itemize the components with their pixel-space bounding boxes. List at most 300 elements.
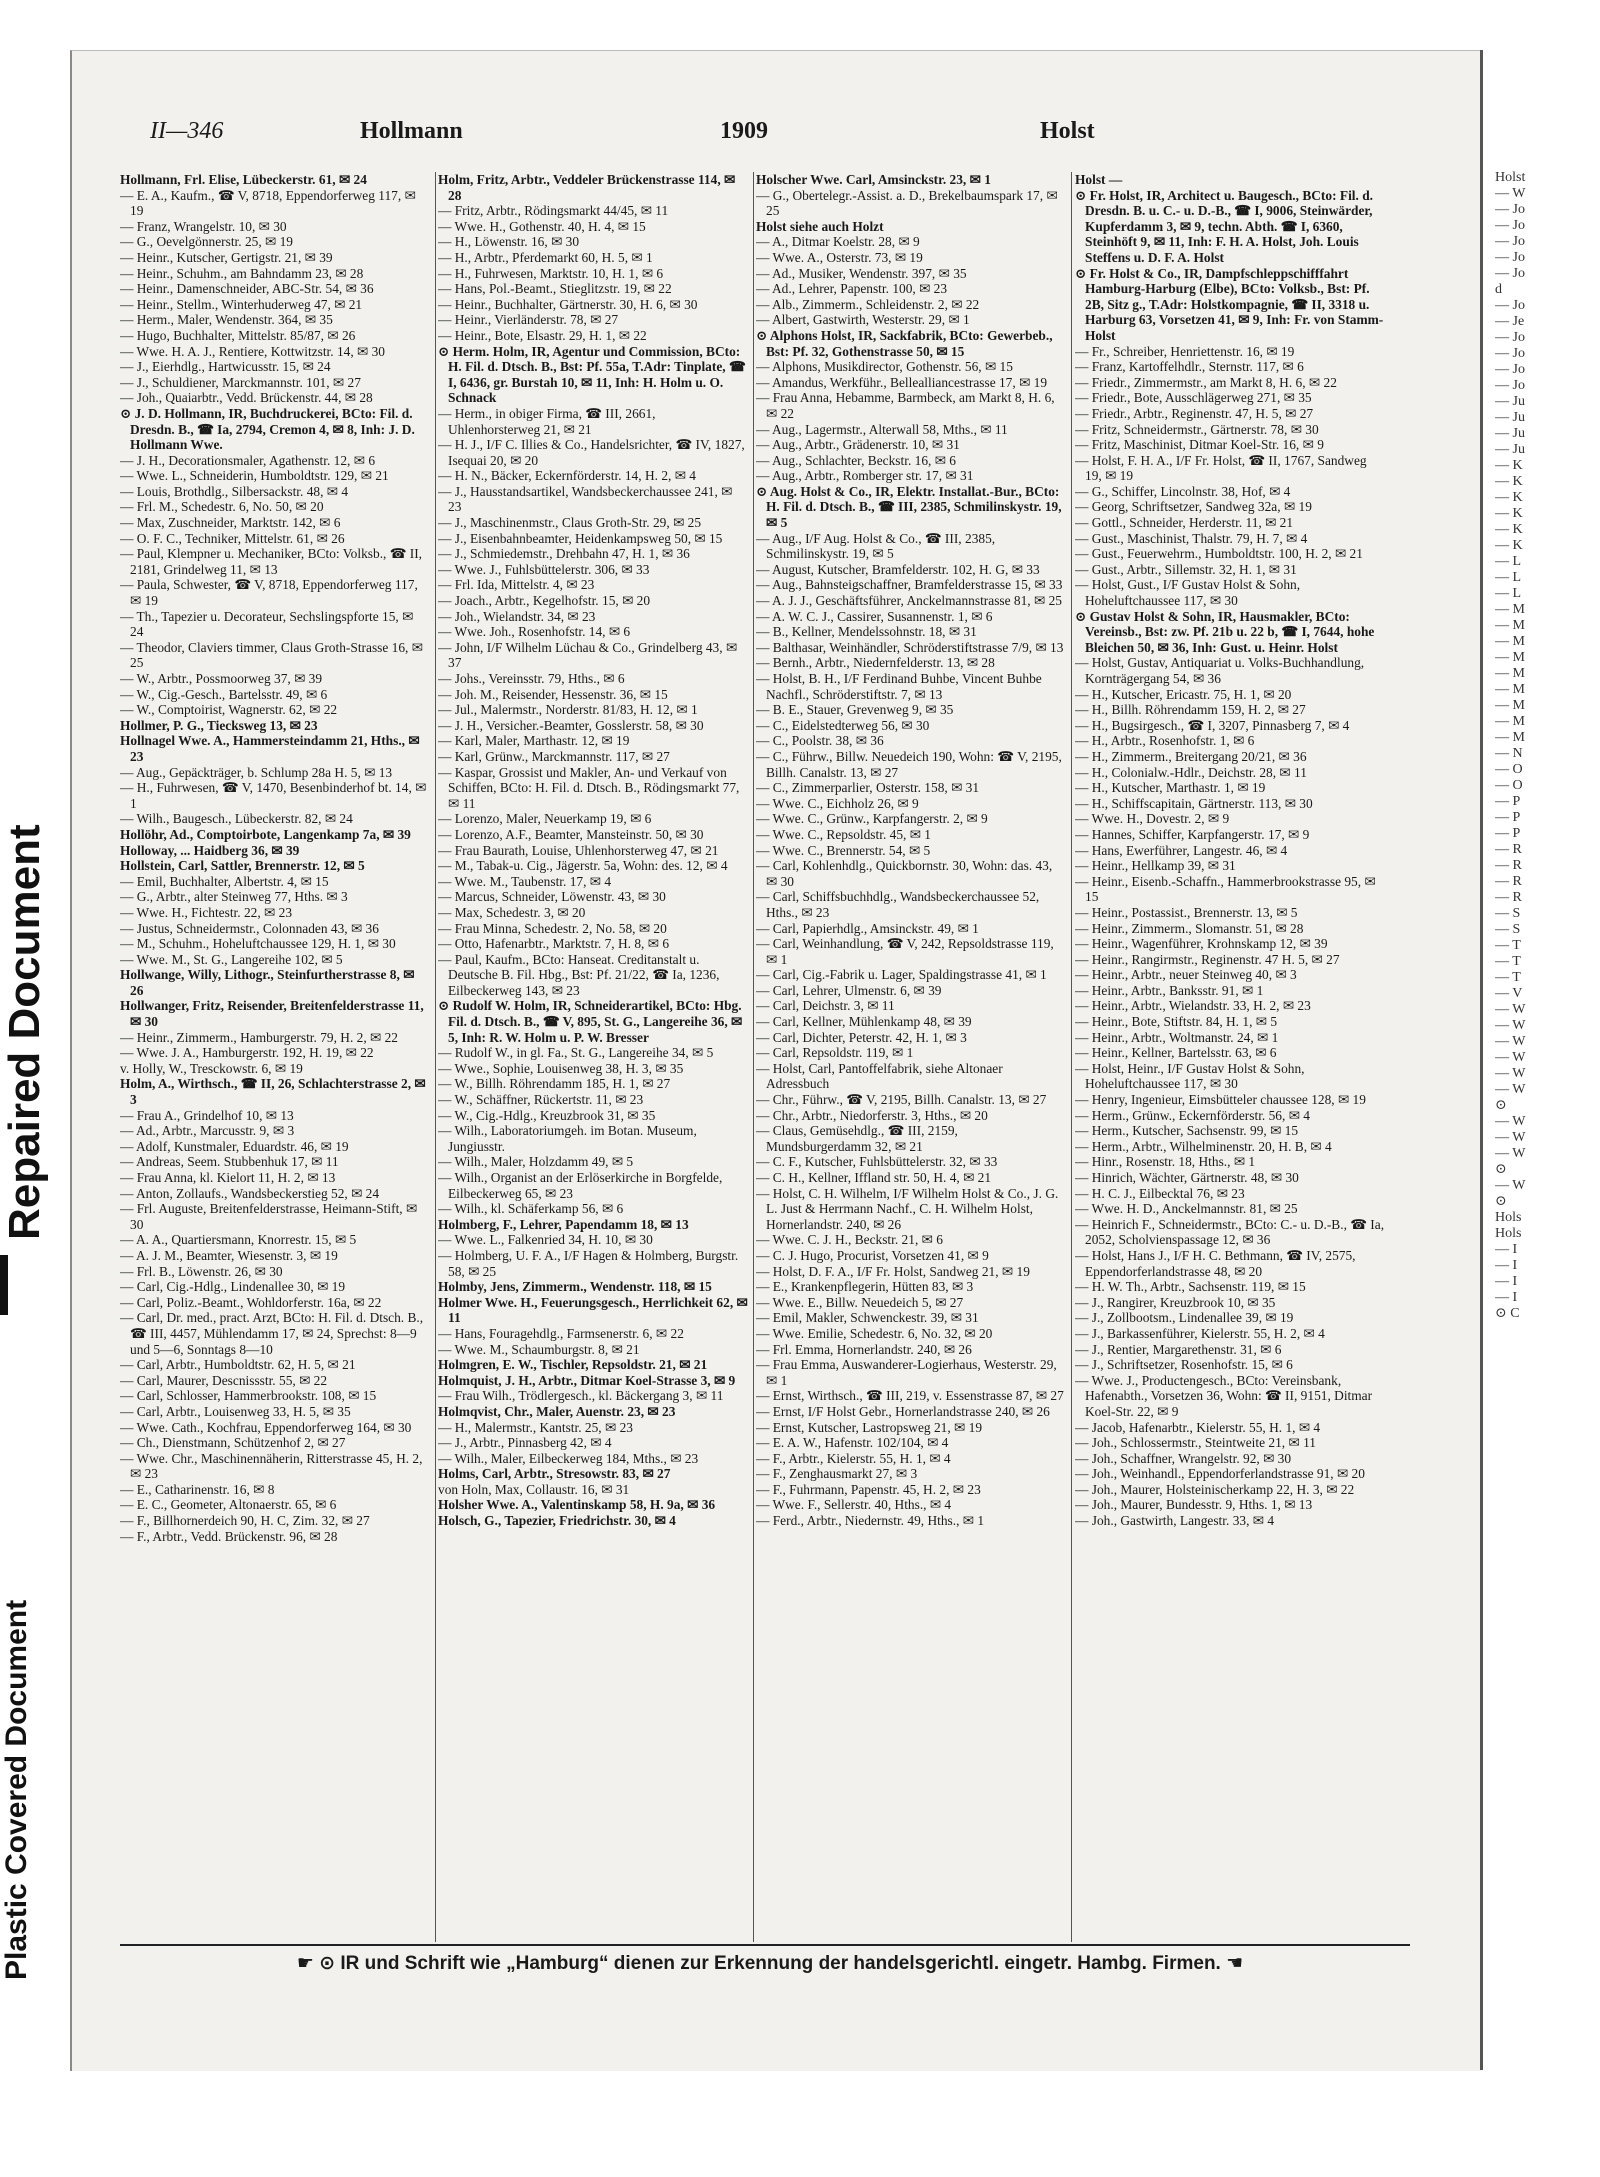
directory-entry: — A., Ditmar Koelstr. 28, ✉ 9 xyxy=(756,234,920,250)
directory-entry: — J., Arbtr., Pinnasberg 42, ✉ 4 xyxy=(438,1435,612,1451)
directory-entry: — Carl, Dr. med., pract. Arzt, BCto: H. Fil. d. Dtsch. B., ☎ III, 4457, Mühlendamm 17, ✉ 24, Sprechst: 8—9 und 5—6, Sonntags 8—10 xyxy=(120,1310,424,1357)
directory-entry: — Herm., Maler, Wendenstr. 364, ✉ 35 xyxy=(120,312,333,328)
directory-entry: — Carl, Repsoldstr. 119, ✉ 1 xyxy=(756,1045,914,1061)
next-page-fragment: — O xyxy=(1495,778,1523,793)
directory-entry: — W., Arbtr., Possmoorweg 37, ✉ 39 xyxy=(120,671,323,686)
column-4 xyxy=(1075,172,1385,1942)
directory-entry: — J., Hausstandsartikel, Wandsbeckerchaussee 241, ✉ 23 xyxy=(438,483,733,515)
directory-entry: Hollmann, Frl. Elise, Lübeckerstr. 61, ✉ 24 xyxy=(120,172,367,187)
directory-entry: — Hugo, Buchhalter, Mittelstr. 85/87, ✉ 26 xyxy=(120,327,356,343)
directory-entry: — Wilh., kl. Schäferkamp 56, ✉ 6 xyxy=(438,1201,624,1217)
directory-entry: — Holst, Heinr., I/F Gustav Holst & Sohn, Hoheluftchaussee 117, ✉ 30 xyxy=(1075,1060,1305,1092)
directory-entry: — August, Kutscher, Bramfelderstr. 102, H. G, ✉ 33 xyxy=(756,561,1040,577)
next-page-fragment: — Jo xyxy=(1495,346,1525,361)
directory-entry: — H., Löwenstr. 16, ✉ 30 xyxy=(438,234,580,250)
directory-entry: ⊙ Rudolf W. Holm, IR, Schneiderartikel, BCto: Hbg. Fil. d. Dtsch. B., ☎ V, 895, St. G., Langereihe 36, ✉ 5, Inh: R. W. Holm u. P. W. Bresser xyxy=(438,998,743,1045)
directory-entry: — H., Colonialw.-Hdlr., Deichstr. 28, ✉ 11 xyxy=(1075,764,1307,780)
directory-entry: — E. A. W., Hafenstr. 102/104, ✉ 4 xyxy=(756,1435,949,1451)
directory-entry: — Hinrich, Wächter, Gärtnerstr. 48, ✉ 30 xyxy=(1075,1170,1299,1185)
directory-entry: Holm, Fritz, Arbtr., Veddeler Brückenstrasse 114, ✉ 28 xyxy=(438,172,736,203)
directory-entry: — Wwe. Emilie, Schedestr. 6, No. 32, ✉ 20 xyxy=(756,1325,993,1341)
directory-entry: — Fritz, Arbtr., Rödingsmarkt 44/45, ✉ 11 xyxy=(438,203,669,219)
next-page-fragment: — R xyxy=(1495,890,1522,905)
directory-entry: — Heinrich F., Schneidermstr., BCto: C.- u. D.-B., ☎ Ia, 2052, Scholvienspassage 12, ✉ 36 xyxy=(1075,1216,1385,1248)
next-page-fragment: — K xyxy=(1495,458,1523,473)
directory-entry: — A. J. J., Geschäftsführer, Anckelmannstrasse 81, ✉ 25 xyxy=(756,593,1062,609)
directory-entry: — Wwe. H., Fichtestr. 22, ✉ 23 xyxy=(120,904,293,920)
next-page-fragment: — V xyxy=(1495,986,1523,1001)
directory-entry: — G., Oevelgönnerstr. 25, ✉ 19 xyxy=(120,234,293,250)
next-page-fragment: ⊙ xyxy=(1495,1098,1507,1113)
directory-entry: — Carl, Cig.-Fabrik u. Lager, Spaldingstrasse 41, ✉ 1 xyxy=(756,967,1047,983)
directory-entry: — Wilh., Maler, Holzdamm 49, ✉ 5 xyxy=(438,1154,634,1170)
directory-entry: — Hannes, Schiffer, Karpfangerstr. 17, ✉ 9 xyxy=(1075,826,1310,842)
next-page-fragment: d xyxy=(1495,282,1502,297)
directory-entry: — Wwe. J. A., Hamburgerstr. 192, H. 19, ✉ 22 xyxy=(120,1045,374,1061)
directory-entry: ⊙ Fr. Holst & Co., IR, Dampfschleppschifffahrt Hamburg-Harburg (Elbe), BCto: Volksb., Bst: Pf. 2B, Sitz g., T.Adr: Holstkompagnie, ☎ II, 3318 u. Harburg 63, Vorsetzen 41, ✉ 9, Inh: Fr. von Stamm-Holst xyxy=(1075,265,1384,343)
directory-entry: — Fritz, Maschinist, Ditmar Koel-Str. 16, ✉ 9 xyxy=(1075,437,1324,453)
directory-entry: — Friedr., Zimmermstr., am Markt 8, H. 6, ✉ 22 xyxy=(1075,374,1337,390)
directory-entry: — J., Eierhdlg., Hartwicusstr. 15, ✉ 24 xyxy=(120,359,331,375)
directory-entry: — Wilh., Laboratoriumgeh. im Botan. Museum, Jungiusstr. xyxy=(438,1123,697,1154)
directory-entry: — Joh. M., Reisender, Hessenstr. 36, ✉ 15 xyxy=(438,686,668,702)
directory-entry: — C. J. Hugo, Procurist, Vorsetzen 41, ✉ 9 xyxy=(756,1247,989,1263)
directory-entry: — E., Catharinenstr. 16, ✉ 8 xyxy=(120,1481,275,1497)
directory-entry: — J. H., Versicher.-Beamter, Gosslerstr. 58, ✉ 30 xyxy=(438,717,704,733)
directory-entry: — Jul., Malermstr., Norderstr. 81/83, H. 12, ✉ 1 xyxy=(438,702,698,718)
directory-entry: — Amandus, Werkführ., Bellealliancestrasse 17, ✉ 19 xyxy=(756,374,1048,390)
directory-entry: — F., Fuhrmann, Papenstr. 45, H. 2, ✉ 23 xyxy=(756,1481,981,1497)
directory-entry: — Franz, Kartoffelhdlr., Sternstr. 117, ✉ 6 xyxy=(1075,359,1304,375)
directory-entry: — Wwe. H. A. J., Rentiere, Kottwitzstr. 14, ✉ 30 xyxy=(120,343,385,359)
directory-entry: — Wwe. M., Taubenstr. 17, ✉ 4 xyxy=(438,873,612,889)
column-1 xyxy=(120,172,430,1942)
next-page-fragment: Hols xyxy=(1495,1226,1522,1241)
directory-entry: — Paula, Schwester, ☎ V, 8718, Eppendorferweg 117, ✉ 19 xyxy=(120,577,418,609)
directory-entry: — Balthasar, Weinhändler, Schröderstiftstrasse 7/9, ✉ 13 xyxy=(756,639,1064,655)
directory-entry: — Wwe. H. D., Anckelmannstr. 81, ✉ 25 xyxy=(1075,1201,1298,1217)
directory-entry: — Ernst, Kutscher, Lastropsweg 21, ✉ 19 xyxy=(756,1419,983,1435)
directory-entry: ⊙ J. D. Hollmann, IR, Buchdruckerei, BCto: Fil. d. Dresdn. B., ☎ Ia, 2794, Cremon 4, ✉ 8, Inh: J. D. Hollmann Wwe. xyxy=(120,405,415,453)
directory-entry: Holsch, G., Tapezier, Friedrichstr. 30, ✉ 4 xyxy=(438,1513,676,1529)
next-page-fragment: — M xyxy=(1495,602,1525,617)
directory-entry: — H., Arbtr., Pferdemarkt 60, H. 5, ✉ 1 xyxy=(438,249,653,265)
directory-entry: — Paul, Kaufm., BCto: Hanseat. Creditanstalt u. Deutsche B. Fil. Hbg., Bst: Pf. 21/22, ☎ Ia, 1236, Eilbeckerweg 143, ✉ 23 xyxy=(438,951,720,998)
directory-entry: — Ad., Lehrer, Papenstr. 100, ✉ 23 xyxy=(756,281,948,297)
column-divider xyxy=(753,172,754,1942)
directory-entry: — Heinr., Damenschneider, ABC-Str. 54, ✉ 36 xyxy=(120,281,374,297)
directory-entry: — M., Tabak-u. Cig., Jägerstr. 5a, Wohn: des. 12, ✉ 4 xyxy=(438,858,728,874)
directory-entry: — Claus, Gemüsehdlg., ☎ III, 2159, Mundsburgerdamm 32, ✉ 21 xyxy=(756,1123,958,1154)
directory-entry: — Carl, Arbtr., Louisenweg 33, H. 5, ✉ 35 xyxy=(120,1403,351,1419)
directory-entry: — Wilh., Organist an der Erlöserkirche in Borgfelde, Eilbeckerweg 65, ✉ 23 xyxy=(438,1170,723,1201)
directory-entry: — Wwe. Chr., Maschinennäherin, Ritterstrasse 45, H. 2, ✉ 23 xyxy=(120,1450,423,1482)
directory-entry: — Justus, Schneidermstr., Colonnaden 43, ✉ 36 xyxy=(120,920,379,936)
directory-entry: — Ernst, Wirthsch., ☎ III, 219, v. Essenstrasse 87, ✉ 27 xyxy=(756,1388,1064,1404)
directory-entry: — Georg, Schriftsetzer, Sandweg 32a, ✉ 19 xyxy=(1075,499,1312,515)
directory-entry: — H., Arbtr., Rosenhofstr. 1, ✉ 6 xyxy=(1075,733,1255,749)
next-page-fragment: — R xyxy=(1495,858,1522,873)
next-page-fragment: — R xyxy=(1495,842,1522,857)
directory-entry: — H. J., I/F C. Illies & Co., Handelsrichter, ☎ IV, 1827, Isequai 20, ✉ 20 xyxy=(438,437,745,468)
directory-entry: — A. W. C. J., Cassirer, Susannenstr. 1, ✉ 6 xyxy=(756,608,993,624)
directory-entry: — J., Rentier, Margarethenstr. 31, ✉ 6 xyxy=(1075,1341,1282,1357)
next-page-fragment: — O xyxy=(1495,762,1523,777)
directory-entry: — Heinr., Schuhm., am Bahndamm 23, ✉ 28 xyxy=(120,265,364,281)
next-page-fragment: ⊙ C xyxy=(1495,1306,1520,1321)
directory-entry: — Ernst, I/F Holst Gebr., Hornerlandstrasse 240, ✉ 26 xyxy=(756,1403,1050,1419)
directory-entry: — Heinr., Hellkamp 39, ✉ 31 xyxy=(1075,858,1236,874)
directory-entry: — Wwe. H., Dovestr. 2, ✉ 9 xyxy=(1075,811,1230,827)
directory-entry: — Heinr., Arbtr., Banksstr. 91, ✉ 1 xyxy=(1075,982,1264,998)
directory-entry: — Herm., Kutscher, Sachsenstr. 99, ✉ 15 xyxy=(1075,1123,1299,1139)
directory-entry: — Frau Anna, Hebamme, Barmbeck, am Markt 8, H. 6, ✉ 22 xyxy=(756,390,1055,421)
directory-entry: — Adolf, Kunstmaler, Eduardstr. 46, ✉ 19 xyxy=(120,1138,349,1154)
directory-entry: — Frl. B., Löwenstr. 26, ✉ 30 xyxy=(120,1263,283,1279)
directory-entry: Hollstein, Carl, Sattler, Brennerstr. 12, ✉ 5 xyxy=(120,858,365,874)
directory-entry: — Wwe. C., Brennerstr. 54, ✉ 5 xyxy=(756,842,931,858)
directory-entry: — J., Schmiedemstr., Drehbahn 47, H. 1, ✉ 36 xyxy=(438,546,690,562)
directory-entry: — Ad., Arbtr., Marcusstr. 9, ✉ 3 xyxy=(120,1123,295,1139)
directory-entry: — Fritz, Schneidermstr., Gärtnerstr. 78, ✉ 30 xyxy=(1075,421,1319,437)
directory-entry: — Max, Zuschneider, Marktstr. 142, ✉ 6 xyxy=(120,515,341,531)
directory-entry: — Carl, Weinhandlung, ☎ V, 242, Repsoldstrasse 119, ✉ 1 xyxy=(756,936,1054,967)
directory-entry: — Karl, Maler, Marthastr. 12, ✉ 19 xyxy=(438,733,630,749)
column-2 xyxy=(438,172,748,1942)
directory-entry: — Aug., Bahnsteigschaffner, Bramfelderstrasse 15, ✉ 33 xyxy=(756,577,1063,593)
directory-entry: — Wilh., Baugesch., Lübeckerstr. 82, ✉ 24 xyxy=(120,811,353,827)
next-page-fragment: — S xyxy=(1495,906,1521,921)
directory-entry: — Wwe. L., Schneiderin, Humboldtstr. 129, ✉ 21 xyxy=(120,468,389,484)
next-page-fragment: — W xyxy=(1495,1018,1526,1033)
directory-entry: — Wwe. M., St. G., Langereihe 102, ✉ 5 xyxy=(120,951,343,967)
next-page-fragment: — W xyxy=(1495,1130,1526,1145)
next-page-fragment: Holst xyxy=(1495,170,1526,185)
directory-entry: — J., Zollbootsm., Lindenallee 39, ✉ 19 xyxy=(1075,1310,1294,1326)
directory-entry: — Heinr., Vierländerstr. 78, ✉ 27 xyxy=(438,312,619,328)
page-number: II—346 xyxy=(150,118,224,144)
directory-entry: — Wwe. J., Productengesch., BCto: Vereinsbank, Hafenabth., Vorsetzen 36, Wohn: ☎ II, 9151, Ditmar Koel-Str. 22, ✉ 9 xyxy=(1075,1372,1373,1419)
directory-entry: — Heinr., Rangirmstr., Reginenstr. 47 H. 5, ✉ 27 xyxy=(1075,951,1340,967)
directory-entry: — J., Rangirer, Kreuzbrook 10, ✉ 35 xyxy=(1075,1294,1276,1310)
directory-entry: — J., Schriftsetzer, Rosenhofstr. 15, ✉ 6 xyxy=(1075,1357,1293,1373)
next-page-fragment: — Je xyxy=(1495,314,1525,329)
directory-entry: Holmberg, F., Lehrer, Papendamm 18, ✉ 13 xyxy=(438,1216,689,1232)
next-page-fragment: — T xyxy=(1495,970,1521,985)
directory-entry: — Hans, Fouragehdlg., Farmsenerstr. 6, ✉ 22 xyxy=(438,1325,684,1341)
plastic-covered-label: Plastic Covered Document xyxy=(0,1599,33,1980)
directory-entry: — H., Bugsirgesch., ☎ I, 3207, Pinnasberg 7, ✉ 4 xyxy=(1075,717,1350,733)
directory-entry: — Wwe., Sophie, Louisenweg 38, H. 3, ✉ 35 xyxy=(438,1060,684,1076)
next-page-fragment: — T xyxy=(1495,954,1521,969)
directory-entry: — A. A., Quartiersmann, Knorrestr. 15, ✉ 5 xyxy=(120,1232,357,1248)
directory-entry: — Friedr., Bote, Ausschlägerweg 271, ✉ 35 xyxy=(1075,390,1312,406)
directory-entry: — Heinr., Arbtr., Woltmanstr. 24, ✉ 1 xyxy=(1075,1029,1279,1045)
directory-entry: — E., Krankenpflegerin, Hütten 83, ✉ 3 xyxy=(756,1279,974,1295)
next-page-fragment: — M xyxy=(1495,666,1525,681)
directory-entry: — Th., Tapezier u. Decorateur, Sechslingspforte 15, ✉ 24 xyxy=(120,608,414,640)
directory-entry: — Heinr., Bote, Stiftstr. 84, H. 1, ✉ 5 xyxy=(1075,1014,1278,1030)
directory-entry: — E. C., Geometer, Altonaerstr. 65, ✉ 6 xyxy=(120,1497,337,1513)
directory-entry: v. Holly, W., Tresckowstr. 6, ✉ 19 xyxy=(120,1060,303,1076)
next-page-fragment: — P xyxy=(1495,810,1521,825)
directory-entry: Holmby, Jens, Zimmerm., Wendenstr. 118, ✉ 15 xyxy=(438,1279,712,1295)
directory-entry: — Carl, Papierhdlg., Amsinckstr. 49, ✉ 1 xyxy=(756,920,979,936)
directory-entry: Hollwange, Willy, Lithogr., Steinfurtherstrasse 8, ✉ 26 xyxy=(120,967,415,998)
next-page-fragment: — Jo xyxy=(1495,234,1525,249)
directory-entry: Holm, A., Wirthsch., ☎ II, 26, Schlachterstrasse 2, ✉ 3 xyxy=(120,1076,426,1108)
next-page-fragment: — Jo xyxy=(1495,330,1525,345)
directory-entry: Holmquist, J. H., Arbtr., Ditmar Koel-Strasse 3, ✉ 9 xyxy=(438,1372,736,1388)
directory-entry: Holmgren, E. W., Tischler, Repsoldstr. 21, ✉ 21 xyxy=(438,1357,708,1373)
next-page-fragment: ⊙ xyxy=(1495,1162,1507,1177)
column-divider xyxy=(1071,172,1072,1942)
directory-entry: — Heinr., Kellner, Bartelsstr. 63, ✉ 6 xyxy=(1075,1045,1277,1061)
directory-entry: — Karl, Grünw., Marckmannstr. 117, ✉ 27 xyxy=(438,748,670,764)
directory-entry: — Frau Emma, Auswanderer-Logierhaus, Westerstr. 29, ✉ 1 xyxy=(756,1357,1057,1388)
directory-entry: — Alphons, Musikdirector, Gothenstr. 56, ✉ 15 xyxy=(756,359,1013,375)
next-page-fragment: — Jo xyxy=(1495,202,1525,217)
directory-entry: — Holst, B. H., I/F Ferdinand Buhbe, Vincent Buhbe Nachfl., Schröderstiftstr. 7, ✉ 13 xyxy=(756,671,1042,702)
directory-entry: — J., Schuldiener, Marckmannstr. 101, ✉ 27 xyxy=(120,374,361,390)
next-page-fragment: — Jo xyxy=(1495,362,1525,377)
directory-entry: — B., Kellner, Mendelssohnstr. 18, ✉ 31 xyxy=(756,624,977,640)
directory-entry: Holscher Wwe. Carl, Amsinckstr. 23, ✉ 1 xyxy=(756,172,991,187)
next-page-fragment: — W xyxy=(1495,1066,1526,1081)
directory-entry: — Wwe. C., Repsoldstr. 45, ✉ 1 xyxy=(756,826,932,842)
directory-entry: — Frau Baurath, Louise, Uhlenhorsterweg 47, ✉ 21 xyxy=(438,842,719,858)
directory-entry: — Marcus, Schneider, Löwenstr. 43, ✉ 30 xyxy=(438,889,666,905)
directory-entry: — C. F., Kutscher, Fuhlsbüttelerstr. 32, ✉ 33 xyxy=(756,1154,998,1170)
directory-entry: — H., Zimmerm., Breitergang 20/21, ✉ 36 xyxy=(1075,748,1307,764)
directory-entry: — Wwe. H., Gothenstr. 40, H. 4, ✉ 15 xyxy=(438,218,646,234)
directory-entry: — Rudolf W., in gl. Fa., St. G., Langereihe 34, ✉ 5 xyxy=(438,1045,714,1061)
directory-entry: Hollöhr, Ad., Comptoirbote, Langenkamp 7a, ✉ 39 xyxy=(120,826,411,842)
directory-entry: — H. C. J., Eilbecktal 76, ✉ 23 xyxy=(1075,1185,1245,1201)
directory-entry: ⊙ Gustav Holst & Sohn, IR, Hausmakler, BCto: Vereinsb., Bst: zw. Pf. 21b u. 22 b, ☎ I, 7644, hohe Bleichen 50, ✉ 36, Inh: Gust. u. Heinr. Holst xyxy=(1075,608,1375,655)
next-page-strip xyxy=(1495,170,1600,1970)
next-page-fragment: — Jo xyxy=(1495,250,1525,265)
header-right-word: Holst xyxy=(1040,118,1095,144)
directory-entry: — Jacob, Hafenarbtr., Kielerstr. 55, H. 1, ✉ 4 xyxy=(1075,1419,1321,1435)
next-page-fragment: — M xyxy=(1495,650,1525,665)
next-page-fragment: — M xyxy=(1495,714,1525,729)
directory-entry: ⊙ Herm. Holm, IR, Agentur und Commission, BCto: H. Fil. d. Dtsch. B., Bst: Pf. 55a, T.Adr: Tinplate, ☎ I, 6436, gr. Burstah 10, ✉ 11, Inh: H. Holm u. O. Schnack xyxy=(438,343,746,406)
next-page-fragment: — I xyxy=(1495,1242,1518,1257)
directory-entry: — Aug., Lagermstr., Alterwall 58, Mths., ✉ 11 xyxy=(756,421,1008,437)
next-page-fragment: — W xyxy=(1495,1178,1526,1193)
directory-entry: — Heinr., Arbtr., Wielandstr. 33, H. 2, ✉ 23 xyxy=(1075,998,1311,1014)
directory-entry: — Max, Schedestr. 3, ✉ 20 xyxy=(438,904,586,920)
directory-entry: — Frau Minna, Schedestr. 2, No. 58, ✉ 20 xyxy=(438,920,667,936)
directory-entry: — Carl, Schiffsbuchhdlg., Wandsbeckerchaussee 52, Hths., ✉ 23 xyxy=(756,889,1040,920)
next-page-fragment: — R xyxy=(1495,874,1522,889)
directory-entry: — Chr., Arbtr., Niedorferstr. 3, Hths., ✉ 20 xyxy=(756,1107,988,1123)
directory-entry: — Albert, Gastwirth, Westerstr. 29, ✉ 1 xyxy=(756,312,970,328)
next-page-fragment: — W xyxy=(1495,1082,1526,1097)
page-edge-rule xyxy=(1480,50,1483,2070)
directory-entry: — F., Billhornerdeich 90, H. C, Zim. 32, ✉ 27 xyxy=(120,1513,370,1529)
directory-entry: — Holst, F. H. A., I/F Fr. Holst, ☎ II, 1767, Sandweg 19, ✉ 19 xyxy=(1075,452,1367,484)
header-year: 1909 xyxy=(720,118,768,144)
directory-entry: — Aug., Schlachter, Beckstr. 16, ✉ 6 xyxy=(756,452,956,468)
next-page-fragment: — M xyxy=(1495,634,1525,649)
directory-entry: — Heinr., Buchhalter, Gärtnerstr. 30, H. 6, ✉ 30 xyxy=(438,296,698,312)
directory-entry: — H. W. Th., Arbtr., Sachsenstr. 119, ✉ 15 xyxy=(1075,1279,1306,1295)
directory-entry: — Carl, Dichter, Peterstr. 42, H. 1, ✉ 3 xyxy=(756,1029,967,1045)
directory-entry: ⊙ Aug. Holst & Co., IR, Elektr. Installat.-Bur., BCto: H. Fil. d. Dtsch. B., ☎ III, 2385, Schmilinskystr. 19, ✉ 5 xyxy=(756,483,1062,531)
directory-entry: — Heinr., Bote, Elsastr. 29, H. 1, ✉ 22 xyxy=(438,327,647,343)
next-page-fragment: — Ju xyxy=(1495,394,1525,409)
directory-entry: — Aug., I/F Aug. Holst & Co., ☎ III, 2385, Schmilinskystr. 19, ✉ 5 xyxy=(756,530,996,562)
directory-entry: — Holst, Hans J., I/F H. C. Bethmann, ☎ IV, 2575, Eppendorferlandstrasse 48, ✉ 20 xyxy=(1075,1247,1356,1279)
next-page-fragment: — M xyxy=(1495,682,1525,697)
directory-entry: Holmer Wwe. H., Feuerungsgesch., Herrlichkeit 62, ✉ 11 xyxy=(438,1294,748,1326)
directory-entry: ⊙ Alphons Holst, IR, Sackfabrik, BCto: Gewerbeb., Bst: Pf. 32, Gothenstrasse 50, ✉ 15 xyxy=(756,327,1053,359)
directory-entry: — J. H., Decorationsmaler, Agathenstr. 12, ✉ 6 xyxy=(120,452,376,468)
directory-entry: — Heinr., Arbtr., neuer Steinweg 40, ✉ 3 xyxy=(1075,967,1297,983)
directory-entry: — W., Billh. Röhrendamm 185, H. 1, ✉ 27 xyxy=(438,1076,671,1092)
directory-entry: — Holst, D. F. A., I/F Fr. Holst, Sandweg 21, ✉ 19 xyxy=(756,1263,1030,1279)
directory-entry: — H., Billh. Röhrendamm 159, H. 2, ✉ 27 xyxy=(1075,702,1306,718)
directory-entry: — Gust., Feuerwehrm., Humboldtstr. 100, H. 2, ✉ 21 xyxy=(1075,546,1363,562)
directory-entry: — G., Schiffer, Lincolnstr. 38, Hof, ✉ 4 xyxy=(1075,483,1291,499)
directory-entry: — W., Schäffner, Rückertstr. 11, ✉ 23 xyxy=(438,1092,644,1108)
directory-entry: Holms, Carl, Arbtr., Stresowstr. 83, ✉ 27 xyxy=(438,1466,671,1482)
directory-entry: — H., Kutscher, Marthastr. 1, ✉ 19 xyxy=(1075,780,1266,796)
next-page-fragment: — K xyxy=(1495,474,1523,489)
next-page-fragment: — Jo xyxy=(1495,266,1525,281)
next-page-fragment: — I xyxy=(1495,1274,1518,1289)
directory-entry: — Carl, Cig.-Hdlg., Lindenallee 30, ✉ 19 xyxy=(120,1279,346,1295)
directory-entry: — Wwe. Joh., Rosenhofstr. 14, ✉ 6 xyxy=(438,624,631,640)
directory-entry: — Joh., Wielandstr. 34, ✉ 23 xyxy=(438,608,596,624)
next-page-fragment: — Jo xyxy=(1495,378,1525,393)
directory-entry: — Kaspar, Grossist und Makler, An- und Verkauf von Schiffen, BCto: H. Fil. d. Dtsch. B., Rödingsmarkt 77, ✉ 11 xyxy=(438,764,740,811)
directory-entry: — H., Fuhrwesen, ☎ V, 1470, Besenbinderhof bt. 14, ✉ 1 xyxy=(120,780,427,811)
directory-entry: — Joh., Weinhandl., Eppendorferlandstrasse 91, ✉ 20 xyxy=(1075,1466,1365,1482)
next-page-fragment: — L xyxy=(1495,586,1522,601)
directory-entry: — Ferd., Arbtr., Niedernstr. 49, Hths., ✉ 1 xyxy=(756,1513,985,1529)
directory-entry: — B. E., Stauer, Grevenweg 9, ✉ 35 xyxy=(756,702,954,718)
directory-entry: Holsher Wwe. A., Valentinskamp 58, H. 9a, ✉ 36 xyxy=(438,1497,716,1513)
directory-entry: — Frl. Ida, Mittelstr. 4, ✉ 23 xyxy=(438,577,595,593)
directory-entry: — Joh., Gastwirth, Langestr. 33, ✉ 4 xyxy=(1075,1513,1275,1529)
directory-entry: — C., Führw., Billw. Neuedeich 190, Wohn: ☎ V, 2195, Billh. Canalstr. 13, ✉ 27 xyxy=(756,748,1062,780)
next-page-fragment: ⊙ xyxy=(1495,1194,1507,1209)
next-page-fragment: — M xyxy=(1495,698,1525,713)
directory-entry: — Lorenzo, A.F., Beamter, Mansteinstr. 50, ✉ 30 xyxy=(438,826,704,842)
directory-entry: — G., Obertelegr.-Assist. a. D., Brekelbaumspark 17, ✉ 25 xyxy=(756,187,1058,219)
directory-entry: — Wwe. Cath., Kochfrau, Eppendorferweg 164, ✉ 30 xyxy=(120,1419,412,1435)
directory-entry: — Hinr., Rosenstr. 18, Hths., ✉ 1 xyxy=(1075,1154,1256,1170)
directory-entry: — C., Poolstr. 38, ✉ 36 xyxy=(756,733,884,749)
directory-entry: — Gust., Maschinist, Thalstr. 79, H. 7, ✉ 4 xyxy=(1075,530,1308,546)
directory-entry: — Holst, C. H. Wilhelm, I/F Wilhelm Holst & Co., J. G. L. Just & Herrmann Nachf., C. H. Wilhelm Holst, Hornerlandstr. 240, ✉ 26 xyxy=(756,1185,1059,1232)
directory-entry: Holmqvist, Chr., Maler, Auenstr. 23, ✉ 23 xyxy=(438,1403,676,1419)
footer-rule xyxy=(120,1944,1410,1946)
directory-entry: — J., Barkassenführer, Kielerstr. 55, H. 2, ✉ 4 xyxy=(1075,1325,1325,1341)
next-page-fragment: — M xyxy=(1495,618,1525,633)
directory-entry: — C., Zimmerparlier, Osterstr. 158, ✉ 31 xyxy=(756,780,980,796)
directory-entry: — H. N., Bäcker, Eckernförderstr. 14, H. 2, ✉ 4 xyxy=(438,468,696,484)
directory-entry: — Fr., Schreiber, Henriettenstr. 16, ✉ 19 xyxy=(1075,343,1295,359)
directory-entry: — Heinr., Wagenführer, Krohnskamp 12, ✉ 39 xyxy=(1075,936,1328,952)
directory-entry: — Hans, Pol.-Beamt., Stieglitzstr. 19, ✉ 22 xyxy=(438,281,672,297)
directory-entry: — Carl, Deichstr. 3, ✉ 11 xyxy=(756,998,895,1014)
directory-entry: — Heinr., Postassist., Brennerstr. 13, ✉ 5 xyxy=(1075,904,1298,920)
directory-entry: — Joh., Schlossermstr., Steintweite 21, ✉ 11 xyxy=(1075,1435,1316,1451)
directory-entry: — Gust., Arbtr., Sillemstr. 32, H. 1, ✉ 31 xyxy=(1075,561,1297,577)
directory-entry: — G., Arbtr., alter Steinweg 77, Hths. ✉ 3 xyxy=(120,889,348,905)
directory-entry: — A. J. M., Beamter, Wiesenstr. 3, ✉ 19 xyxy=(120,1247,338,1263)
next-page-fragment: — M xyxy=(1495,730,1525,745)
directory-entry: — Louis, Brothdlg., Silbersackstr. 48, ✉ 4 xyxy=(120,483,349,499)
directory-entry: — C. H., Kellner, Iffland str. 50, H. 4, ✉ 21 xyxy=(756,1170,992,1185)
column-divider xyxy=(435,172,436,1942)
directory-entry: — Heinr., Eisenb.-Schaffn., Hammerbrookstrasse 95, ✉ 15 xyxy=(1075,873,1376,905)
directory-entry: ⊙ Fr. Holst, IR, Architect u. Baugesch., BCto: Fil. d. Dresdn. B. u. C.- u. D.-B., ☎ I, 9006, Steinwärder, Kupferdamm 3, ✉ 9, techn. Abth. ☎ I, 6360, Steinhöft 9, ✉ 11, Inh: F. H. A. Holst, Joh. Louis Steffens u. D. F. A. Holst xyxy=(1075,187,1373,265)
repaired-document-label: Repaired Document xyxy=(0,824,49,1240)
directory-entry: — Frau Anna, kl. Kielort 11, H. 2, ✉ 13 xyxy=(120,1170,336,1185)
directory-entry: — Heinr., Stellm., Winterhuderweg 47, ✉ 21 xyxy=(120,296,363,312)
directory-entry: — Holst, Gust., I/F Gustav Holst & Sohn, Hoheluftchaussee 117, ✉ 30 xyxy=(1075,577,1301,609)
directory-entry: — Bernh., Arbtr., Niedernfelderstr. 13, ✉ 28 xyxy=(756,655,995,671)
directory-entry: — Frl. Auguste, Breitenfelderstrasse, Heimann-Stift, ✉ 30 xyxy=(120,1201,418,1232)
directory-entry: — Joh., Maurer, Bundesstr. 9, Hths. 1, ✉ 13 xyxy=(1075,1497,1313,1513)
header-left-word: Hollmann xyxy=(360,118,463,144)
next-page-fragment: — S xyxy=(1495,922,1521,937)
label-separator xyxy=(0,1255,8,1315)
directory-entry: — Emil, Makler, Schwenckestr. 39, ✉ 31 xyxy=(756,1310,979,1326)
directory-entry: — Holst, Carl, Pantoffelfabrik, siehe Altonaer Adressbuch xyxy=(756,1060,1003,1092)
next-page-fragment: — W xyxy=(1495,1050,1526,1065)
directory-entry: — Henry, Ingenieur, Eimsbütteler chaussee 128, ✉ 19 xyxy=(1075,1092,1366,1108)
directory-entry: — Aug., Gepäckträger, b. Schlump 28a H. 5, ✉ 13 xyxy=(120,764,393,780)
next-page-fragment: — K xyxy=(1495,522,1523,537)
next-page-fragment: — Jo xyxy=(1495,218,1525,233)
directory-entry: — Holmberg, U. F. A., I/F Hagen & Holmberg, Burgstr. 58, ✉ 25 xyxy=(438,1247,739,1279)
directory-entry: — Otto, Hafenarbtr., Marktstr. 7, H. 8, ✉ 6 xyxy=(438,936,670,952)
directory-entry: — Carl, Kellner, Mühlenkamp 48, ✉ 39 xyxy=(756,1014,972,1030)
directory-entry: — Joh., Schaffner, Wrangelstr. 92, ✉ 30 xyxy=(1075,1450,1292,1466)
directory-entry: — Wwe. F., Sellerstr. 40, Hths., ✉ 4 xyxy=(756,1497,952,1513)
next-page-fragment: — Ju xyxy=(1495,426,1525,441)
directory-entry: — Andreas, Seem. Stubbenhuk 17, ✉ 11 xyxy=(120,1154,339,1170)
directory-entry: Holst siehe auch Holzt xyxy=(756,218,884,234)
directory-entry: — Heinr., Kutscher, Gertigstr. 21, ✉ 39 xyxy=(120,249,333,265)
page-header xyxy=(150,118,1460,154)
next-page-fragment: — Ju xyxy=(1495,442,1525,457)
directory-entry: — Heinr., Zimmerm., Slomanstr. 51, ✉ 28 xyxy=(1075,920,1304,936)
directory-entry: — Hans, Ewerführer, Langestr. 46, ✉ 4 xyxy=(1075,842,1288,858)
directory-entry: — Frl. Emma, Hornerlandstr. 240, ✉ 26 xyxy=(756,1341,972,1357)
directory-columns xyxy=(120,172,1480,1942)
directory-entry: — Wwe. C. J. H., Beckstr. 21, ✉ 6 xyxy=(756,1232,943,1248)
directory-entry: — Wwe. L., Falkenried 34, H. 10, ✉ 30 xyxy=(438,1232,653,1248)
directory-entry: — J., Maschinenmstr., Claus Groth-Str. 29, ✉ 25 xyxy=(438,515,702,531)
directory-entry: — H., Kutscher, Ericastr. 75, H. 1, ✉ 20 xyxy=(1075,686,1292,702)
directory-entry: — Lorenzo, Maler, Neuerkamp 19, ✉ 6 xyxy=(438,811,652,827)
next-page-fragment: — W xyxy=(1495,1114,1526,1129)
next-page-fragment: — L xyxy=(1495,554,1522,569)
directory-entry: Hollnagel Wwe. A., Hammersteindamm 21, Hths., ✉ 23 xyxy=(120,733,420,764)
next-page-fragment: — K xyxy=(1495,490,1523,505)
next-page-fragment: — L xyxy=(1495,570,1522,585)
column-3 xyxy=(756,172,1066,1942)
next-page-fragment: — W xyxy=(1495,1034,1526,1049)
directory-entry: — Carl, Poliz.-Beamt., Wohldorferstr. 16a, ✉ 22 xyxy=(120,1294,382,1310)
